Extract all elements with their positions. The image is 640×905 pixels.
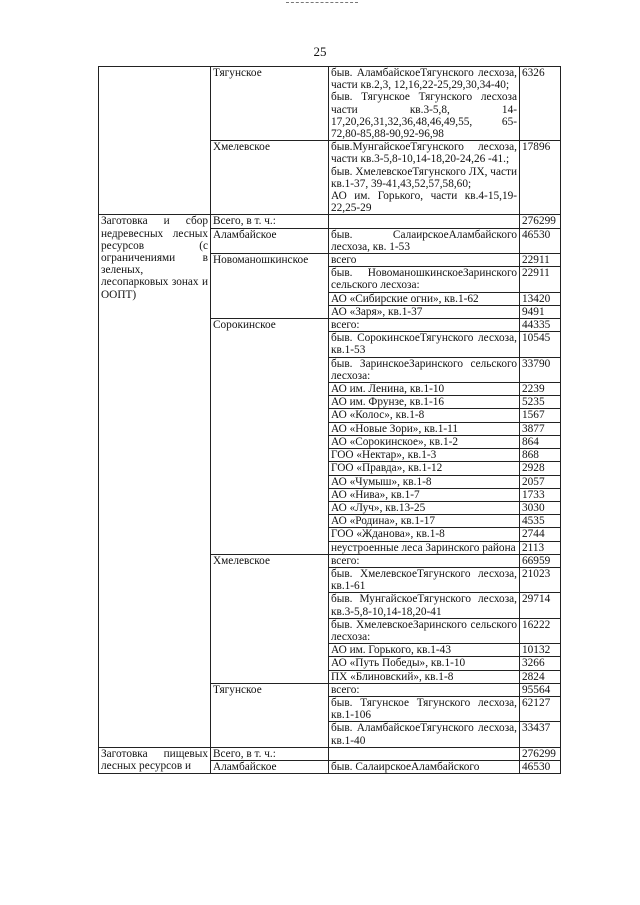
quarters-cell: [329, 319, 520, 332]
quarters-line: всего:: [331, 554, 360, 567]
forest-resources-table: [98, 66, 561, 774]
quarters-line: АО «Новые Зори», кв.1-11: [331, 422, 459, 435]
district-cell: Всего, в т. ч.:: [211, 215, 329, 228]
area-value-cell: 66959: [520, 554, 561, 567]
area-value-cell: 1567: [520, 409, 561, 422]
quarters-cell: [329, 760, 520, 773]
quarters-cell: [329, 515, 520, 528]
quarters-line: АО «Чумыш», кв.1-8: [331, 475, 432, 488]
area-value-cell: 2239: [520, 383, 561, 396]
area-value-cell: 62127: [520, 696, 561, 721]
quarters-cell: [329, 396, 520, 409]
quarters-line: АО им. Фрунзе, кв.1-16: [331, 396, 445, 409]
quarters-cell: [329, 501, 520, 514]
district-cell: Тягунское: [211, 67, 329, 141]
area-value-cell: 2928: [520, 462, 561, 475]
quarters-cell: [329, 215, 520, 228]
district-cell: Хмелевское: [211, 554, 329, 683]
quarters-cell: [329, 383, 520, 396]
quarters-cell: [329, 747, 520, 760]
quarters-line: быв. Тягунское Тягунского лесхоза, кв.1-106: [331, 696, 517, 722]
quarters-cell: [329, 435, 520, 448]
area-value-cell: 276299: [520, 215, 561, 228]
quarters-line: АО «Путь Победы», кв.1-10: [331, 657, 466, 670]
area-value-cell: 44335: [520, 319, 561, 332]
area-value-cell: 5235: [520, 396, 561, 409]
area-value-cell: 276299: [520, 747, 561, 760]
quarters-cell: [329, 332, 520, 357]
area-value-cell: 2057: [520, 475, 561, 488]
quarters-line: быв. АламбайскоеТягунского лесхоза, части кв.2,3, 12,16,22-25,29,30,34-40;: [331, 67, 517, 92]
quarters-cell: [329, 657, 520, 670]
table-row: [99, 747, 561, 760]
district-cell: Сорокинское: [211, 319, 329, 555]
district-cell: Аламбайское: [211, 760, 329, 773]
area-value-cell: 22911: [520, 254, 561, 267]
quarters-line: АО «Колос», кв.1-8: [331, 409, 425, 422]
page-number: 25: [313, 44, 327, 59]
quarters-cell: [329, 305, 520, 318]
area-value-cell: 13420: [520, 292, 561, 305]
area-value-cell: 21023: [520, 567, 561, 592]
quarters-line: быв. СалаирскоеАламбайского: [331, 760, 480, 773]
quarters-line: быв. ЗаринскоеЗаринского сельского лесхоза:: [331, 357, 517, 382]
quarters-line: АО им. Ленина, кв.1-10: [331, 383, 445, 396]
quarters-line: АО «Нива», кв.1-7: [331, 488, 420, 501]
table-row: [99, 67, 561, 141]
area-value-cell: 16222: [520, 618, 561, 643]
area-value-cell: 17896: [520, 141, 561, 215]
quarters-cell: [329, 696, 520, 721]
quarters-line: быв.МунгайскоеТягунского лесхоза, части кв.3-5,8-10,14-18,20-24,26 -41.;: [331, 141, 517, 166]
quarters-line: всего:: [331, 683, 360, 696]
quarters-cell: [329, 554, 520, 567]
district-cell: Новоманошкинское: [211, 254, 329, 319]
quarters-cell: [329, 670, 520, 683]
quarters-cell: [329, 254, 520, 267]
area-value-cell: 3030: [520, 501, 561, 514]
quarters-cell: [329, 541, 520, 554]
quarters-line: неустроенные леса Заринского района: [331, 541, 516, 554]
quarters-line: быв. МунгайскоеТягунского лесхоза, кв.3-5,8-10,14-18,20-41: [331, 593, 517, 618]
quarters-cell: [329, 644, 520, 657]
quarters-line: ГОО «Жданова», кв.1-8: [331, 528, 445, 541]
purpose-cell: Заготовка и сбор недревесных лесных ресурсов (с ограничениями в зеленых, лесопарковых зонах и ООПТ): [99, 215, 211, 747]
area-value-cell: 868: [520, 449, 561, 462]
quarters-cell: [329, 528, 520, 541]
quarters-line: АО «Сорокинское», кв.1-2: [331, 435, 459, 448]
quarters-line: АО «Родина», кв.1-17: [331, 515, 436, 528]
area-value-cell: 95564: [520, 683, 561, 696]
area-value-cell: 46530: [520, 228, 561, 253]
quarters-line: АО им. Горького, части кв.4-15,19-22,25-29: [331, 190, 517, 215]
quarters-line: ГОО «Нектар», кв.1-3: [331, 449, 437, 462]
area-value-cell: 1733: [520, 488, 561, 501]
quarters-cell: [329, 228, 520, 253]
quarters-cell: [329, 141, 520, 215]
area-value-cell: 3266: [520, 657, 561, 670]
quarters-line: быв. СалаирскоеАламбайского лесхоза, кв. 1-53: [331, 228, 517, 253]
purpose-cell: [99, 67, 211, 215]
area-value-cell: 6326: [520, 67, 561, 141]
area-value-cell: 10132: [520, 644, 561, 657]
quarters-cell: [329, 618, 520, 643]
quarters-cell: [329, 462, 520, 475]
area-value-cell: 33437: [520, 722, 561, 747]
quarters-line: быв. НовоманошкинскоеЗаринского сельского лесхоза:: [331, 267, 517, 292]
area-value-cell: 2824: [520, 670, 561, 683]
top-scan-marks: [286, 2, 358, 6]
area-value-cell: 864: [520, 435, 561, 448]
quarters-cell: [329, 449, 520, 462]
district-cell: Всего, в т. ч.:: [211, 747, 329, 760]
quarters-cell: [329, 722, 520, 747]
quarters-line: АО «Сибирские огни», кв.1-62: [331, 292, 479, 305]
quarters-line: ГОО «Правда», кв.1-12: [331, 462, 443, 475]
quarters-cell: [329, 422, 520, 435]
district-cell: Тягунское: [211, 683, 329, 747]
quarters-cell: [329, 567, 520, 592]
quarters-line: быв. АламбайскоеТягунского лесхоза, кв.1-40: [331, 722, 517, 747]
district-cell: Хмелевское: [211, 141, 329, 215]
area-value-cell: 33790: [520, 357, 561, 382]
area-value-cell: 9491: [520, 305, 561, 318]
district-cell: Аламбайское: [211, 228, 329, 253]
area-value-cell: 2744: [520, 528, 561, 541]
quarters-line: всего:: [331, 319, 360, 332]
quarters-line: быв. ХмелевскоеТягунского лесхоза, кв.1-61: [331, 567, 517, 593]
quarters-cell: [329, 593, 520, 618]
quarters-cell: [329, 475, 520, 488]
area-value-cell: 3877: [520, 422, 561, 435]
quarters-line: ПХ «Блиновский», кв.1-8: [331, 670, 454, 683]
quarters-cell: [329, 409, 520, 422]
quarters-line: АО им. Горького, кв.1-43: [331, 644, 451, 657]
quarters-cell: [329, 292, 520, 305]
quarters-cell: [329, 488, 520, 501]
quarters-cell: [329, 357, 520, 382]
quarters-line: быв. СорокинскоеТягунского лесхоза, кв.1-53: [331, 332, 517, 357]
area-value-cell: 4535: [520, 515, 561, 528]
quarters-cell: [329, 267, 520, 292]
area-value-cell: 46530: [520, 760, 561, 773]
purpose-cell: Заготовка пищевых лесных ресурсов и: [99, 747, 211, 773]
quarters-line: всего: [331, 254, 357, 267]
quarters-line: АО «Луч», кв.13-25: [331, 501, 426, 514]
quarters-line: быв. ХмелевскоеЗаринского сельского лесхоза:: [331, 618, 517, 643]
area-value-cell: 10545: [520, 332, 561, 357]
quarters-line: АО «Заря», кв.1-37: [331, 305, 423, 318]
area-value-cell: 22911: [520, 267, 561, 292]
quarters-line: быв. Тягунское Тягунского лесхоза части кв.3-5,8, 14-17,20,26,31,32,36,48,46,49,55, 65-72,80-85,88-90,92-96,98: [331, 91, 517, 141]
area-value-cell: 29714: [520, 593, 561, 618]
quarters-line: быв. ХмелевскоеТягунского ЛХ, части кв.1-37, 39-41,43,52,57,58,60;: [331, 165, 517, 190]
quarters-cell: [329, 67, 520, 141]
quarters-cell: [329, 683, 520, 696]
area-value-cell: 2113: [520, 541, 561, 554]
table-row: [99, 215, 561, 228]
